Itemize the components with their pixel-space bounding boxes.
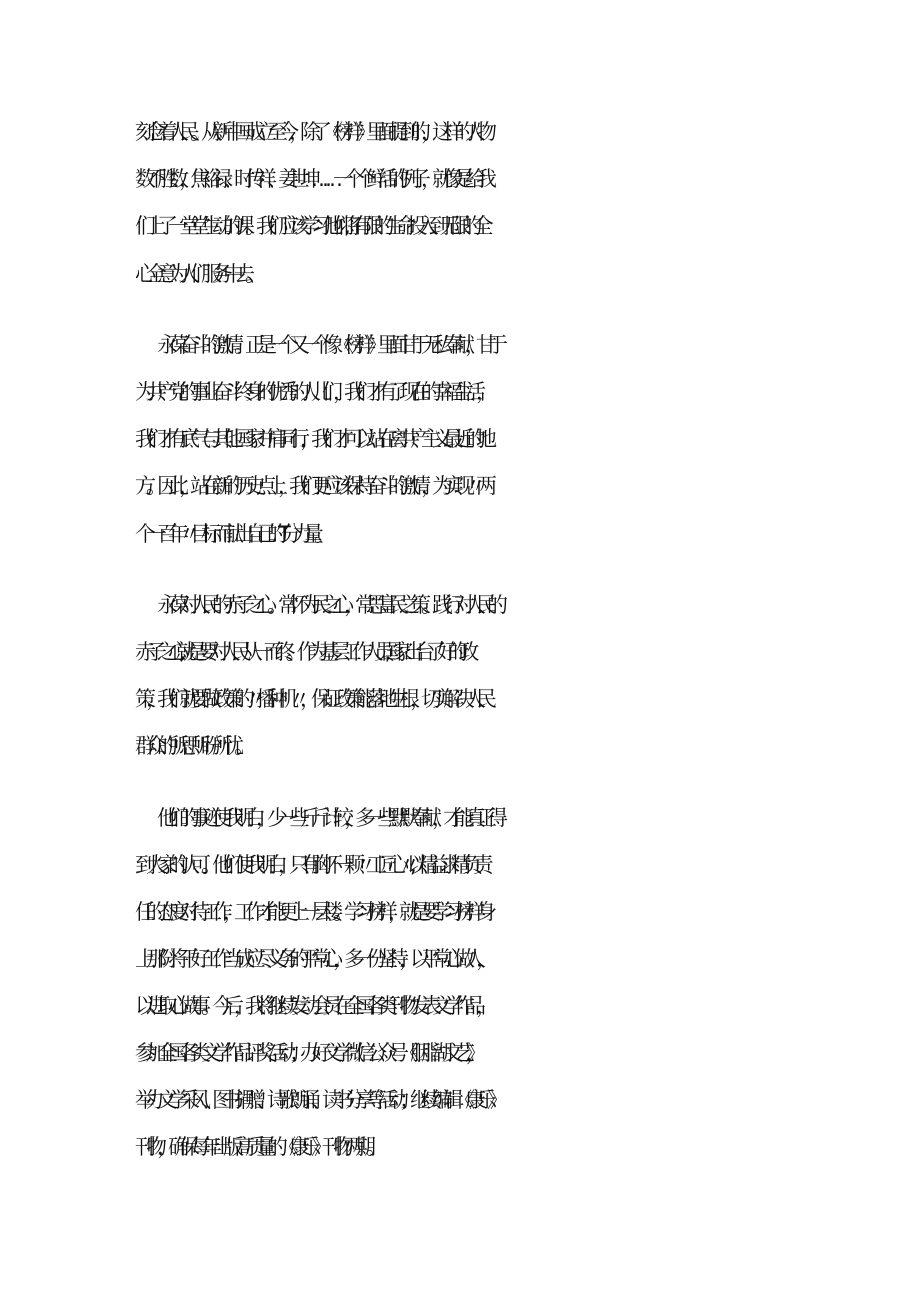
paragraph-4-line-3: 任的态度对待工作，工作才能更上一层楼。学习榜样，就是要学习榜样身	[135, 900, 487, 924]
paragraph-3-line-3: 策，我们就要做政策的〃播种机〃，保证政策能落地生根，切实解决人民	[135, 687, 487, 711]
paragraph-3-line-2: 赤子之心,就是要对人民从一而终。作为基层工作人员,国家出台了好的政	[135, 640, 470, 664]
paragraph-1-line-1: 刻念着人民。从新中国成立至今，除了《榜样》里面提到的，这样的人物	[135, 120, 487, 144]
paragraph-3-line-1: 永葆对人民的赤子之心。常怀为民之心，常思富民之策。践行对人民的	[157, 593, 498, 617]
paragraph-4-line-6: 参加全国各类文学作品评奖活动；办好文学微信公众号《胭脂湖文艺》，	[135, 1041, 477, 1065]
paragraph-4-line-5: 以进取心做事。今后，我将继续发动会员在全国各类刊物发表文学作品，	[135, 994, 487, 1018]
paragraph-2-line-4: 方。因此，站在新的历史点上，我们更应该保持奋斗的激情，为实现〃两	[135, 474, 487, 498]
paragraph-2-line-2: 为共产党的事业奋斗终身的优秀的人儿们，我们才有了现在的幸福生活，	[135, 380, 487, 404]
paragraph-4-line-8: 刊物，确保每年出版高质量的《康乐》刊物两期。	[135, 1135, 377, 1159]
paragraph-2-line-5: 个一百年〃目标而献出自己的T分力量。	[135, 522, 325, 546]
paragraph-4-line-7: 举办文学采风、图书捐赠、诗歌朗诵、读书分享等活动；继续编辑《康乐》	[135, 1088, 498, 1112]
paragraph-3-line-4: 群众的所思所盼所忧。	[135, 734, 245, 758]
paragraph-1-line-3: 们上了一堂堂生动的课。我们应该学习他们,将有限的生命投入到无限的全	[135, 214, 484, 238]
paragraph-4-line-1: 他们的事迹使我明白，少一些斤斤计较，多一些默默奉献，才能真正得	[157, 806, 498, 830]
paragraph-4-line-2: 到大家的认可。他们使我明白，只有胸怀一颗〃工匠心〃,以精益求精负责	[135, 853, 484, 877]
paragraph-4-line-4: 上那份将干好工作当成应尽义务的平常心，多一份坚持，以平常心做人，	[135, 947, 487, 971]
paragraph-1-line-2: 数不胜数，焦裕禄、时传祥、姜世坤……一个个鲜活的例子，就像是给我	[135, 167, 487, 191]
paragraph-2-line-3: 我们才有底气与其他国家并肩同行，我们才可以站在离共产主义最近的地	[135, 427, 487, 451]
paragraph-2-line-1: 永葆奋斗的激情。正是一个又一个像《榜样》里面甘于无私奉献，甘于	[157, 333, 498, 357]
paragraph-1-line-4: 心全意为人们服务中去。	[135, 262, 256, 286]
